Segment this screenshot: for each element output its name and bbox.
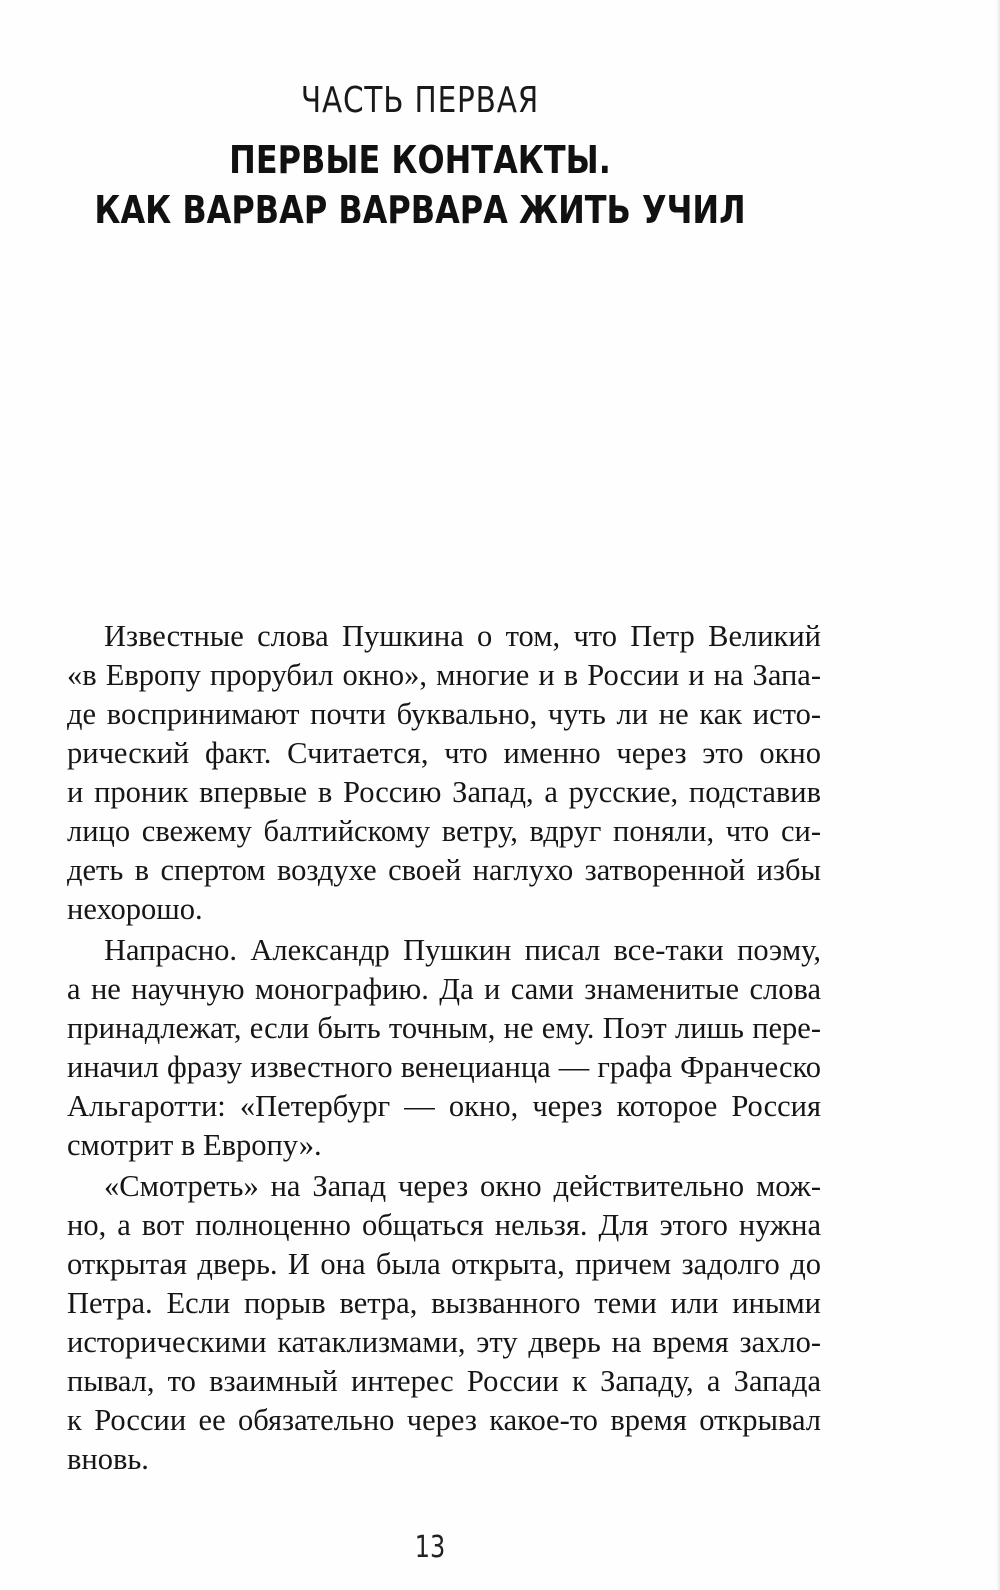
- text-line: Напрасно. Александр Пушкин писал все-таки поэму,: [104, 933, 821, 967]
- part-title-line-2: КАК ВАРВАР ВАРВАРА ЖИТЬ УЧИЛ: [94, 188, 746, 232]
- text-line: открытая дверь. И она была открыта, причем задолго до: [67, 1247, 821, 1281]
- part-label: ЧАСТЬ ПЕРВАЯ: [300, 80, 540, 121]
- text-line: но, а вот полноценно общаться нельзя. Для этого нужна: [67, 1208, 821, 1242]
- text-line: Альгаротти: «Петербург — окно, через которое Россия: [67, 1089, 821, 1123]
- text-line: «Смотреть» на Запад через окно действительно мож-: [104, 1169, 821, 1203]
- body-text: [67, 617, 821, 1481]
- text-line: Известные слова Пушкина о том, что Петр Великий: [104, 619, 821, 653]
- text-line: «в Европу прорубил окно», многие и в России и на Запа-: [67, 658, 821, 692]
- text-line: лицо свежему балтийскому ветру, вдруг поняли, что си-: [67, 814, 821, 848]
- text-line: нехорошо.: [67, 892, 203, 926]
- text-line: вновь.: [67, 1442, 149, 1476]
- text-line: иначил фразу известного венецианца — графа Франческо: [67, 1050, 821, 1084]
- scan-edge: [996, 0, 1000, 1590]
- text-line: рический факт. Считается, что именно через это окно: [67, 736, 821, 770]
- text-line: историческими катаклизмами, эту дверь на время захло-: [67, 1325, 821, 1359]
- paragraph-3: [67, 1167, 821, 1479]
- text-line: а не научную монографию. Да и сами знаменитые слова: [67, 972, 821, 1006]
- text-line: деть в спертом воздухе своей наглухо затворенной избы: [67, 853, 821, 887]
- text-line: смотрит в Европу».: [67, 1128, 322, 1162]
- page-number: 13: [414, 1530, 446, 1565]
- text-line: к России ее обязательно через какое-то время открывал: [67, 1403, 821, 1437]
- part-title-line-1: ПЕРВЫЕ КОНТАКТЫ.: [229, 138, 611, 182]
- text-line: пывал, то взаимный интерес России к Западу, а Запада: [67, 1364, 821, 1398]
- text-line: принадлежат, если быть точным, не ему. Поэт лишь пере-: [67, 1011, 821, 1045]
- text-line: де воспринимают почти буквально, чуть ли не как исто-: [67, 697, 821, 731]
- paragraph-1: [67, 617, 821, 929]
- text-line: Петра. Если порыв ветра, вызванного теми или иными: [67, 1286, 821, 1320]
- paragraph-2: [67, 931, 821, 1165]
- part-title: [67, 135, 773, 235]
- text-line: и проник впервые в Россию Запад, а русские, подставив: [67, 775, 821, 809]
